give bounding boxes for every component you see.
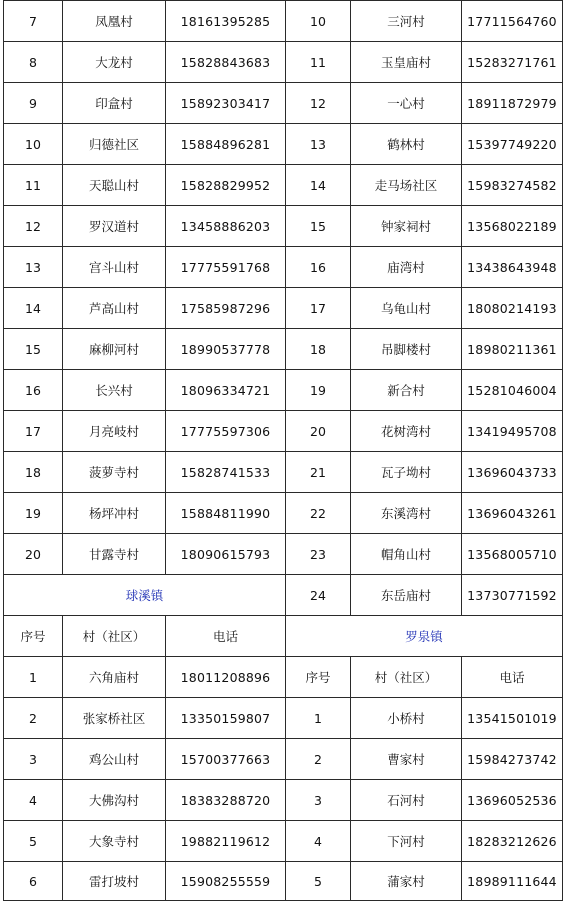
- village-cell: 钟家祠村: [351, 206, 462, 247]
- seq-cell: 17: [4, 411, 63, 452]
- village-cell: 凤凰村: [63, 1, 166, 42]
- village-cell: 花树湾村: [351, 411, 462, 452]
- header-village: 村（社区）: [63, 616, 166, 657]
- seq-cell: 19: [4, 493, 63, 534]
- phone-cell: 17711564760: [462, 1, 563, 42]
- phone-cell: 18096334721: [166, 370, 286, 411]
- table-row: [4, 83, 563, 124]
- seq-cell: 15: [286, 206, 351, 247]
- phone-cell: 18911872979: [462, 83, 563, 124]
- village-cell: 菠萝寺村: [63, 452, 166, 493]
- seq-cell: 1: [286, 698, 351, 739]
- seq-cell: 2: [286, 739, 351, 780]
- village-cell: 鸡公山村: [63, 739, 166, 780]
- phone-cell: 18980211361: [462, 329, 563, 370]
- seq-cell: 14: [4, 288, 63, 329]
- phone-cell: 18011208896: [166, 657, 286, 698]
- phone-cell: 17585987296: [166, 288, 286, 329]
- seq-cell: 18: [286, 329, 351, 370]
- phone-cell: 19882119612: [166, 821, 286, 862]
- village-cell: 大佛沟村: [63, 780, 166, 821]
- table-row: [4, 739, 563, 780]
- village-cell: 东岳庙村: [351, 575, 462, 616]
- phone-cell: 13696043261: [462, 493, 563, 534]
- table-row: [4, 780, 563, 821]
- phone-cell: 13419495708: [462, 411, 563, 452]
- seq-cell: 9: [4, 83, 63, 124]
- phone-cell: 17775591768: [166, 247, 286, 288]
- seq-cell: 23: [286, 534, 351, 575]
- phone-cell: 13696052536: [462, 780, 563, 821]
- table-row: [4, 370, 563, 411]
- village-cell: 曹家村: [351, 739, 462, 780]
- table-row: [4, 821, 563, 862]
- phone-cell: 13568022189: [462, 206, 563, 247]
- contact-table-wrapper: [3, 0, 563, 901]
- table-row: [4, 862, 563, 901]
- village-cell: 小桥村: [351, 698, 462, 739]
- table-row: [4, 493, 563, 534]
- seq-cell: 5: [4, 821, 63, 862]
- village-cell: 石河村: [351, 780, 462, 821]
- phone-cell: 18090615793: [166, 534, 286, 575]
- phone-cell: 18080214193: [462, 288, 563, 329]
- town-name-luoquan: 罗泉镇: [286, 616, 563, 657]
- phone-cell: 15283271761: [462, 42, 563, 83]
- phone-cell: 15397749220: [462, 124, 563, 165]
- phone-cell: 15828741533: [166, 452, 286, 493]
- village-cell: 宫斗山村: [63, 247, 166, 288]
- table-row: [4, 247, 563, 288]
- seq-cell: 15: [4, 329, 63, 370]
- seq-cell: 4: [4, 780, 63, 821]
- seq-cell: 10: [286, 1, 351, 42]
- header-seq: 序号: [286, 657, 351, 698]
- phone-cell: 13350159807: [166, 698, 286, 739]
- seq-cell: 12: [286, 83, 351, 124]
- village-cell: 东溪湾村: [351, 493, 462, 534]
- seq-cell: 21: [286, 452, 351, 493]
- seq-cell: 20: [4, 534, 63, 575]
- village-cell: 印盒村: [63, 83, 166, 124]
- seq-cell: 14: [286, 165, 351, 206]
- town-name-qiuxi: 球溪镇: [4, 575, 286, 616]
- seq-cell: 4: [286, 821, 351, 862]
- table-row: [4, 124, 563, 165]
- header-phone: 电话: [462, 657, 563, 698]
- village-cell: 新合村: [351, 370, 462, 411]
- phone-cell: 13696043733: [462, 452, 563, 493]
- seq-cell: 20: [286, 411, 351, 452]
- village-cell: 大象寺村: [63, 821, 166, 862]
- phone-cell: 13458886203: [166, 206, 286, 247]
- table-row: [4, 42, 563, 83]
- seq-cell: 16: [4, 370, 63, 411]
- seq-cell: 6: [4, 862, 63, 901]
- village-cell: 一心村: [351, 83, 462, 124]
- village-cell: 乌龟山村: [351, 288, 462, 329]
- table-row: [4, 698, 563, 739]
- phone-cell: 15983274582: [462, 165, 563, 206]
- village-cell: 鹤林村: [351, 124, 462, 165]
- seq-cell: 18: [4, 452, 63, 493]
- phone-cell: 15828843683: [166, 42, 286, 83]
- village-cell: 大龙村: [63, 42, 166, 83]
- header-village: 村（社区）: [351, 657, 462, 698]
- village-cell: 玉皇庙村: [351, 42, 462, 83]
- phone-cell: 18383288720: [166, 780, 286, 821]
- table-row: [4, 657, 563, 698]
- phone-cell: 18283212626: [462, 821, 563, 862]
- table-row: [4, 575, 563, 616]
- seq-cell: 13: [4, 247, 63, 288]
- seq-cell: 24: [286, 575, 351, 616]
- seq-cell: 12: [4, 206, 63, 247]
- village-cell: 吊脚楼村: [351, 329, 462, 370]
- header-seq: 序号: [4, 616, 63, 657]
- village-cell: 长兴村: [63, 370, 166, 411]
- phone-cell: 15892303417: [166, 83, 286, 124]
- phone-cell: 15908255559: [166, 862, 286, 901]
- table-row: [4, 452, 563, 493]
- village-cell: 雷打坡村: [63, 862, 166, 901]
- village-cell: 张家桥社区: [63, 698, 166, 739]
- village-cell: 麻柳河村: [63, 329, 166, 370]
- village-cell: 归德社区: [63, 124, 166, 165]
- phone-cell: 15828829952: [166, 165, 286, 206]
- phone-cell: 18989111644: [462, 862, 563, 901]
- seq-cell: 11: [286, 42, 351, 83]
- village-contact-table: [3, 0, 563, 901]
- phone-cell: 17775597306: [166, 411, 286, 452]
- seq-cell: 10: [4, 124, 63, 165]
- seq-cell: 16: [286, 247, 351, 288]
- seq-cell: 19: [286, 370, 351, 411]
- table-row: [4, 165, 563, 206]
- phone-cell: 15884811990: [166, 493, 286, 534]
- seq-cell: 13: [286, 124, 351, 165]
- seq-cell: 2: [4, 698, 63, 739]
- seq-cell: 1: [4, 657, 63, 698]
- phone-cell: 13541501019: [462, 698, 563, 739]
- village-cell: 帽角山村: [351, 534, 462, 575]
- table-row: [4, 534, 563, 575]
- seq-cell: 5: [286, 862, 351, 901]
- village-cell: 月亮岐村: [63, 411, 166, 452]
- phone-cell: 15700377663: [166, 739, 286, 780]
- village-cell: 瓦子坳村: [351, 452, 462, 493]
- village-cell: 杨坪冲村: [63, 493, 166, 534]
- phone-cell: 15984273742: [462, 739, 563, 780]
- seq-cell: 8: [4, 42, 63, 83]
- phone-cell: 18990537778: [166, 329, 286, 370]
- table-row: [4, 411, 563, 452]
- phone-cell: 18161395285: [166, 1, 286, 42]
- village-cell: 甘露寺村: [63, 534, 166, 575]
- village-cell: 罗汉道村: [63, 206, 166, 247]
- phone-cell: 13730771592: [462, 575, 563, 616]
- village-cell: 天聪山村: [63, 165, 166, 206]
- table-row: [4, 206, 563, 247]
- table-header-row: [4, 616, 563, 657]
- village-cell: 蒲家村: [351, 862, 462, 901]
- table-body: [4, 1, 563, 901]
- village-cell: 三河村: [351, 1, 462, 42]
- header-phone: 电话: [166, 616, 286, 657]
- seq-cell: 17: [286, 288, 351, 329]
- seq-cell: 7: [4, 1, 63, 42]
- village-cell: 走马场社区: [351, 165, 462, 206]
- village-cell: 芦高山村: [63, 288, 166, 329]
- seq-cell: 3: [286, 780, 351, 821]
- village-cell: 下河村: [351, 821, 462, 862]
- village-cell: 庙湾村: [351, 247, 462, 288]
- seq-cell: 22: [286, 493, 351, 534]
- table-row: [4, 329, 563, 370]
- table-row: [4, 288, 563, 329]
- phone-cell: 15884896281: [166, 124, 286, 165]
- seq-cell: 11: [4, 165, 63, 206]
- village-cell: 六角庙村: [63, 657, 166, 698]
- phone-cell: 13568005710: [462, 534, 563, 575]
- phone-cell: 13438643948: [462, 247, 563, 288]
- table-row: [4, 1, 563, 42]
- seq-cell: 3: [4, 739, 63, 780]
- phone-cell: 15281046004: [462, 370, 563, 411]
